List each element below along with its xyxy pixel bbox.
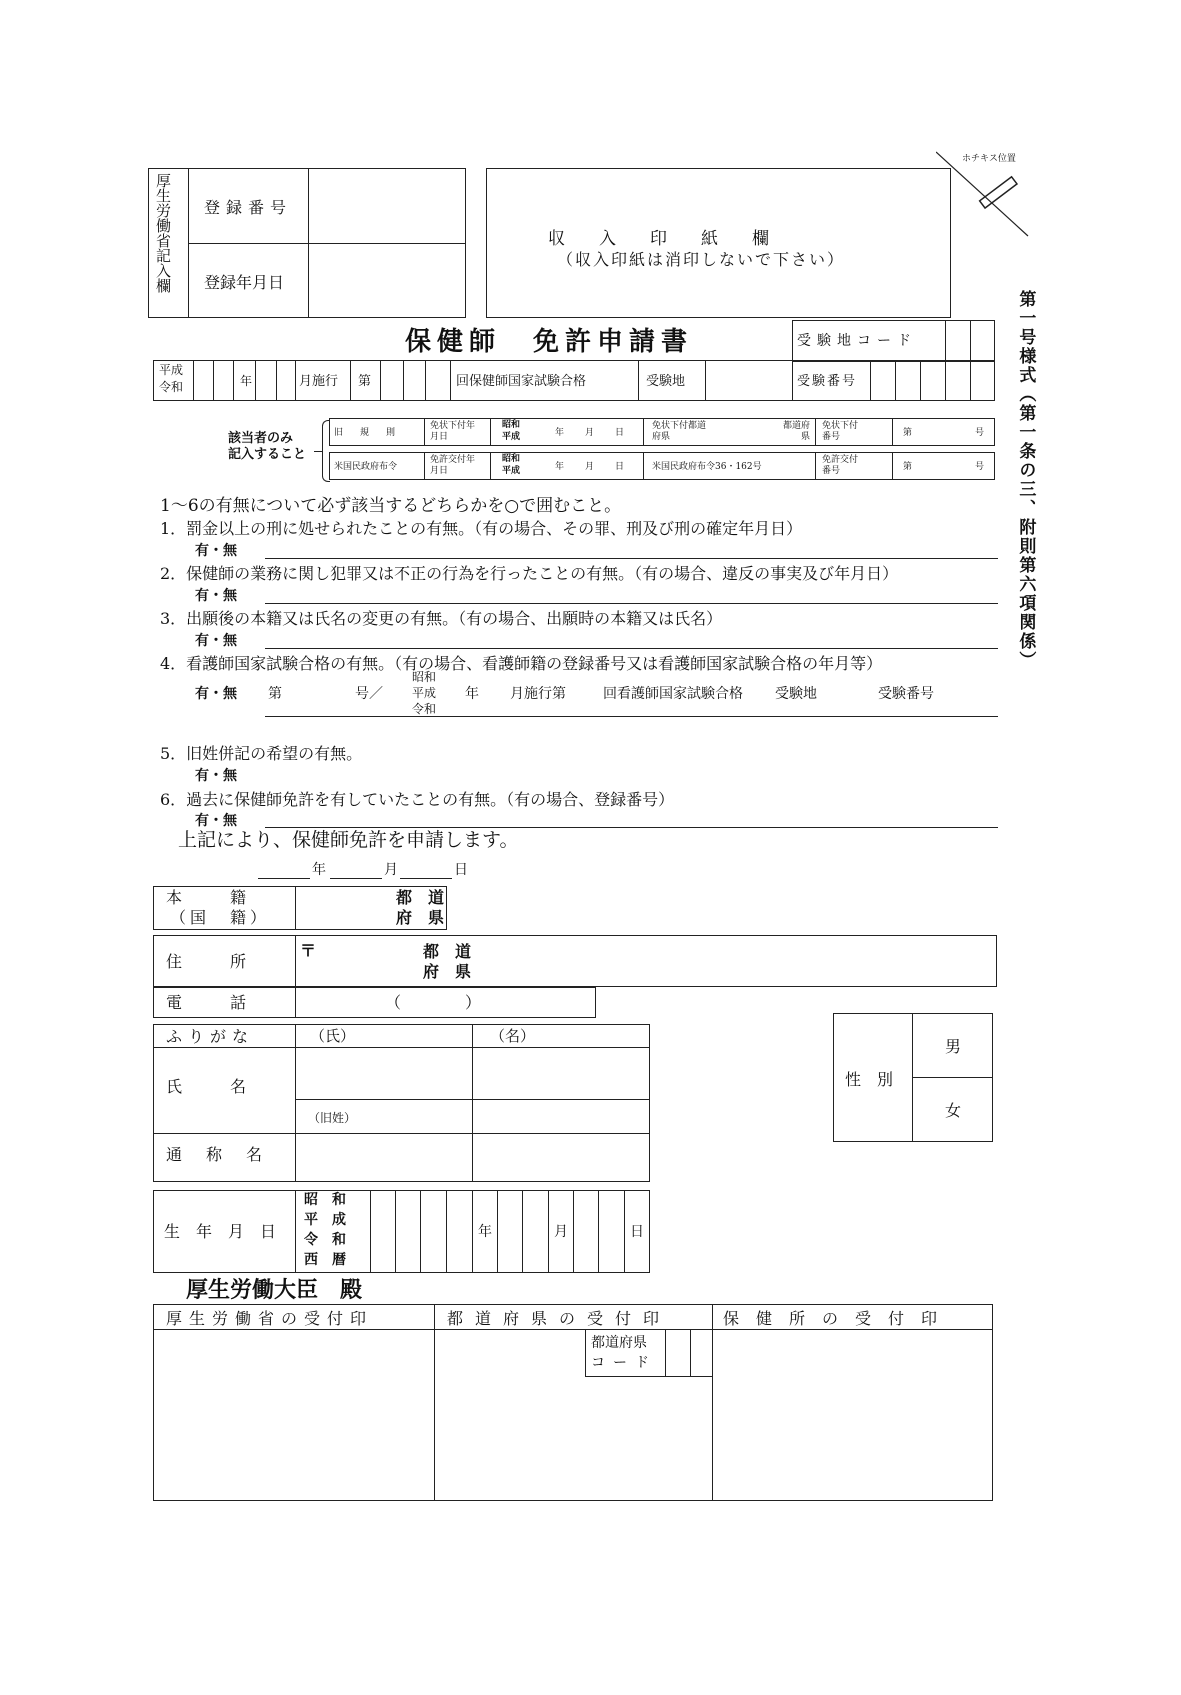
name-sei-field[interactable] <box>299 1050 469 1096</box>
exam-year-label: 年 <box>240 374 253 388</box>
question-3: 3．出願後の本籍又は氏名の変更の有無。（有の場合、出願時の本籍又は氏名） <box>160 609 723 628</box>
receipt-pref: 都道府県の受付印 <box>447 1309 672 1328</box>
receipts-box <box>153 1304 993 1501</box>
q4-heisei: 平成 <box>412 686 437 700</box>
postal-mark: 〒 <box>300 941 317 960</box>
us-era-showa: 昭和 <box>502 454 521 464</box>
reg-number-field[interactable] <box>312 172 462 240</box>
exam-passed-label: 回保健師国家試験合格 <box>456 374 587 389</box>
sex-label: 性 別 <box>845 1070 894 1089</box>
honseki-todo: 都 道 <box>396 888 445 907</box>
alias-label: 通 称 名 <box>166 1145 267 1164</box>
date-month: 月 <box>384 862 398 878</box>
applicable-only-label-2: 記入すること <box>228 447 307 462</box>
q4-passed: 回看護師国家試験合格 <box>603 686 743 702</box>
question-1: 1．罰金以上の刑に処せられたことの有無。（有の場合、その罪、刑及び刑の確定年月日） <box>160 519 803 538</box>
reg-date-label: 登録年月日 <box>204 273 285 292</box>
exam-number-label: 受験番号 <box>797 374 858 389</box>
birth-era-reiwa[interactable]: 令 和 <box>304 1232 346 1248</box>
old-cert-no-label: 免状下付番号 <box>822 421 859 442</box>
kokuseki-label: （国 籍） <box>170 908 271 927</box>
era-heisei-label: 平成 <box>159 363 184 377</box>
q4-reiwa: 令和 <box>412 702 437 716</box>
answer-4[interactable]: 有・無 <box>195 686 237 702</box>
birth-era-heisei[interactable]: 平 成 <box>304 1212 346 1228</box>
phone-paren[interactable]: （ ） <box>385 993 482 1012</box>
date-year: 年 <box>312 862 326 878</box>
birth-era-showa[interactable]: 昭 和 <box>304 1192 346 1208</box>
old-pref-label: 免状下付都道府県 <box>652 421 707 442</box>
old-rule-label: 旧 規 則 <box>334 428 400 438</box>
question-6: 6．過去に保健師免許を有していたことの有無。（有の場合、登録番号） <box>160 790 675 809</box>
phone-label: 電 話 <box>166 993 247 1012</box>
exam-site-code-label: 受験地コード <box>797 333 917 349</box>
declaration: 上記により、保健師免許を申請します。 <box>178 829 519 851</box>
furigana-mei: （名） <box>490 1027 536 1045</box>
pref-code-label-1: 都道府県 <box>591 1335 647 1351</box>
form-number-label: 第一号様式（第一条の三、附則第六項関係） <box>1015 290 1036 670</box>
address-fuken: 府 県 <box>423 962 472 981</box>
q4-month: 月施行第 <box>510 686 566 702</box>
us-issue-date-label: 免許交付年月日 <box>430 455 476 476</box>
us-rule-label: 米国民政府布令 <box>334 462 398 472</box>
exam-site-label: 受験地 <box>646 374 686 389</box>
sex-male[interactable]: 男 <box>945 1037 962 1056</box>
old-dai: 第 <box>903 428 913 438</box>
us-ymd: 年 月 日 <box>555 462 631 472</box>
answer-2[interactable]: 有・無 <box>195 588 237 604</box>
stamp-box-title: 収 入 印 紙 欄 <box>548 229 769 249</box>
pref-code-label-2: コード <box>591 1355 657 1371</box>
question-2: 2．保健師の業務に関し犯罪又は不正の行為を行ったことの有無。（有の場合、違反の事実及び年月日） <box>160 564 899 583</box>
old-go: 号 <box>975 428 985 438</box>
birth-era-seireki[interactable]: 西 暦 <box>304 1252 346 1268</box>
furigana-sei: （氏） <box>310 1027 356 1045</box>
stamp-box-note: （収入印紙は消印しないで下さい） <box>557 250 846 269</box>
birth-month: 月 <box>554 1224 568 1240</box>
address-todo: 都 道 <box>423 942 472 961</box>
page-title: 保健師 免許申請書 <box>405 327 694 357</box>
honseki-label: 本 籍 <box>166 888 247 907</box>
old-era-heisei: 平成 <box>502 432 521 442</box>
answer-6[interactable]: 有・無 <box>195 813 237 829</box>
address-label: 住 所 <box>166 952 247 971</box>
old-issue-date-label: 免状下付年月日 <box>430 421 476 442</box>
us-dai: 第 <box>903 462 913 472</box>
question-5: 5．旧姓併記の希望の有無。 <box>160 744 363 763</box>
birth-label: 生 年 月 日 <box>164 1222 277 1241</box>
q4-exam-no: 受験番号 <box>878 686 934 702</box>
date-day: 日 <box>454 862 468 878</box>
old-todofuken: 都道府県 <box>782 421 810 442</box>
reg-number-label: 登録番号 <box>204 198 293 217</box>
answer-5[interactable]: 有・無 <box>195 768 237 784</box>
kyusei-label: （旧姓） <box>308 1111 357 1125</box>
applicable-only-label-1: 該当者のみ <box>228 431 294 446</box>
birth-day: 日 <box>630 1224 644 1240</box>
q4-dai: 第 <box>268 686 282 702</box>
old-era-showa: 昭和 <box>502 420 521 430</box>
reg-date-field[interactable] <box>312 247 462 315</box>
furigana-label: ふりがな <box>166 1027 255 1046</box>
staple-label: ホチキス位置 <box>962 154 1016 164</box>
instructions: 1～6の有無について必ず該当するどちらかを○で囲むこと。 <box>160 496 622 516</box>
sex-female[interactable]: 女 <box>945 1101 962 1120</box>
us-ordinance: 米国民政府布令36・162号 <box>652 462 762 472</box>
old-ymd: 年 月 日 <box>555 428 631 438</box>
q4-go: 号／ <box>355 686 383 702</box>
name-mei-field[interactable] <box>476 1050 646 1096</box>
exam-dai-label: 第 <box>358 374 372 389</box>
honseki-fuken: 府 県 <box>396 908 445 927</box>
answer-1[interactable]: 有・無 <box>195 543 237 559</box>
name-label: 氏 名 <box>166 1077 247 1096</box>
mhlw-label: 厚生労働省記入欄 <box>154 173 172 293</box>
answer-3[interactable]: 有・無 <box>195 633 237 649</box>
us-cert-no-label: 免許交付番号 <box>822 455 859 476</box>
exam-month-label: 月施行 <box>299 374 339 389</box>
q4-site: 受験地 <box>775 686 817 702</box>
us-go: 号 <box>975 462 985 472</box>
receipt-hc: 保健所の受付印 <box>723 1309 955 1328</box>
birth-year: 年 <box>478 1224 492 1240</box>
q4-showa: 昭和 <box>412 670 437 684</box>
receipt-mhlw: 厚生労働省の受付印 <box>166 1309 374 1328</box>
addressee: 厚生労働大臣 殿 <box>186 1277 363 1303</box>
address-field[interactable] <box>300 938 990 984</box>
q4-year: 年 <box>465 686 479 702</box>
era-reiwa-label: 令和 <box>159 380 184 394</box>
question-4: 4．看護師国家試験合格の有無。（有の場合、看護師籍の登録番号又は看護師国家試験合格の年月等） <box>160 654 883 673</box>
staple-mark-icon <box>936 150 1056 240</box>
us-era-heisei: 平成 <box>502 466 521 476</box>
